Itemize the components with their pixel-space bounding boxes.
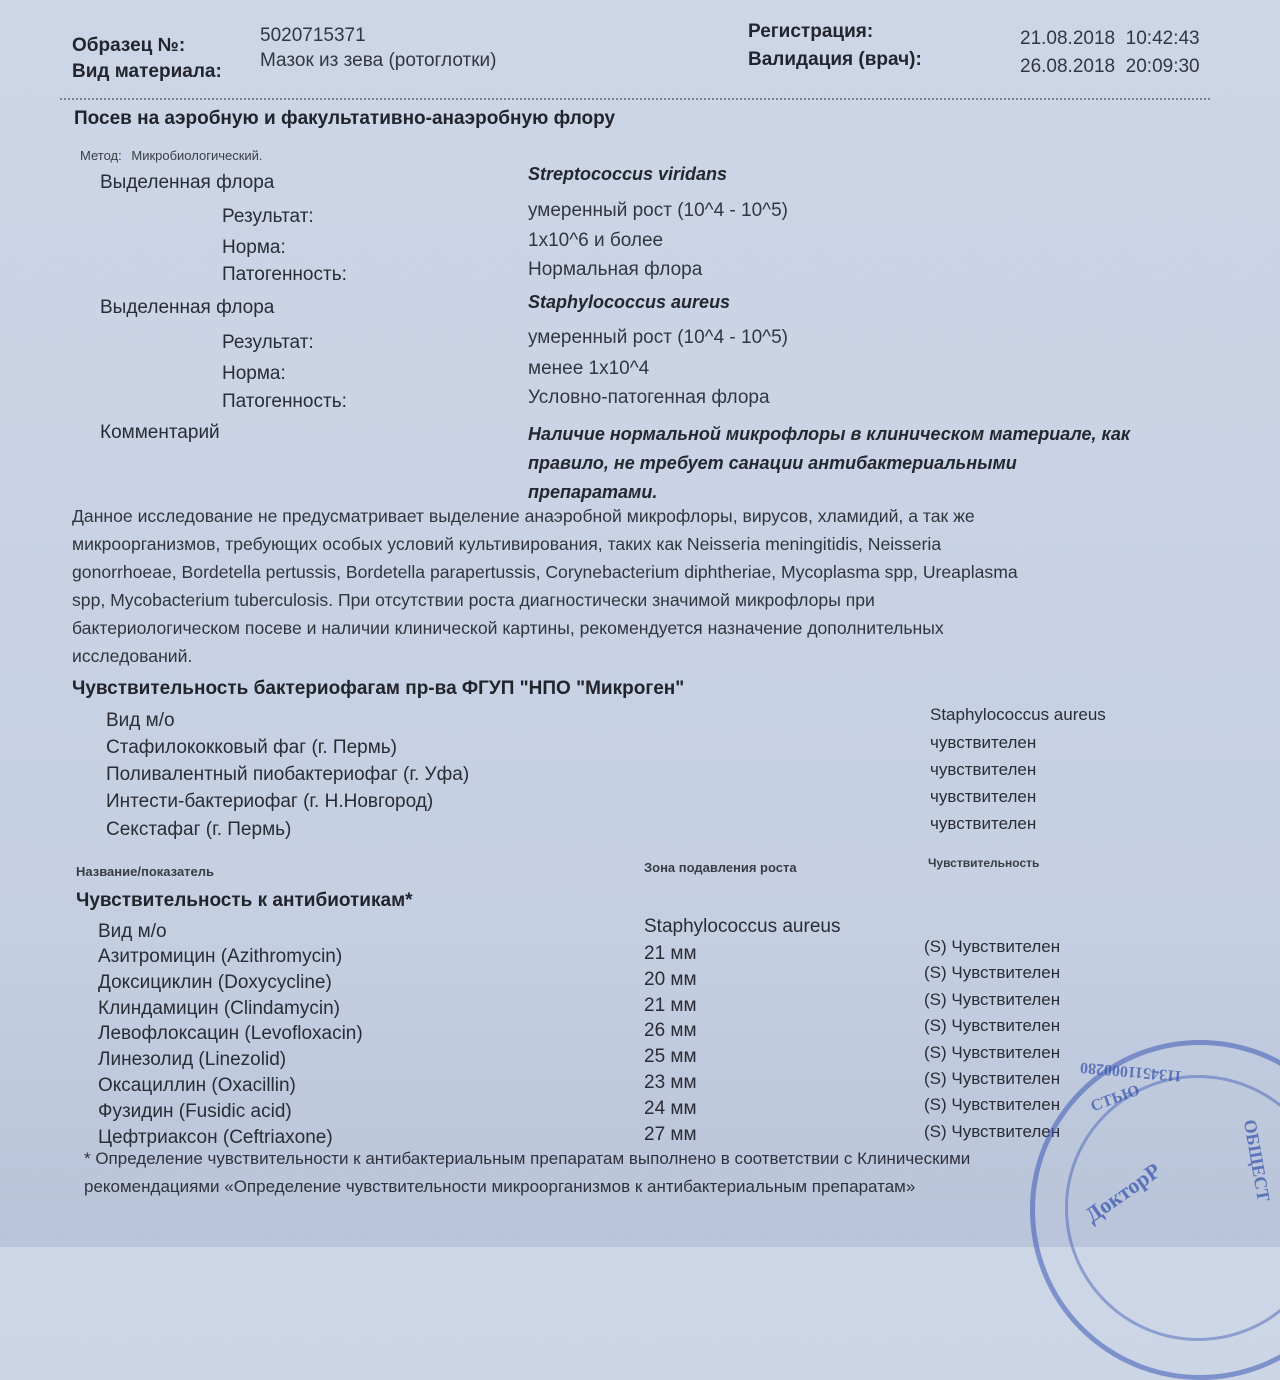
antibiotic-sensitivity: (S) Чувствителен [924, 1042, 1061, 1062]
antibiotic-name: Фузидин (Fusidic acid) [98, 1100, 292, 1122]
disclaimer-paragraph [72, 502, 1202, 670]
phage-row-name: Секстафаг (г. Пермь) [106, 819, 292, 840]
stamp-text-bottom: СТЬЮ [1088, 1081, 1143, 1116]
antibiotic-zone: 26 мм [644, 1020, 697, 1042]
validation-label: Валидация (врач): [748, 49, 922, 70]
result-value-2: умеренный рост (10^4 - 10^5) [528, 327, 788, 348]
antibiotic-zone: 21 мм [644, 994, 697, 1016]
col-name-header: Название/показатель [76, 864, 215, 879]
path-label-1: Патогенность: [222, 264, 347, 285]
comment-label: Комментарий [100, 422, 220, 443]
disclaimer-line: spp, Mycobacterium tuberculosis. При отсутствии роста диагностически значимой микрофлоры при [72, 590, 875, 610]
antibiotic-zone: 21 мм [644, 943, 697, 964]
antibiotics-title: Чувствительность к антибиотикам* [76, 890, 413, 911]
stamp-text-top: 1134511000280 [1079, 1058, 1183, 1085]
disclaimer-line: бактериологическом посеве и наличии клинической картины, рекомендуется назначение дополнительных [72, 618, 944, 638]
registration-label: Регистрация: [748, 21, 874, 42]
path-label-2: Патогенность: [222, 391, 347, 412]
antibiotic-sensitivity: (S) Чувствителен [924, 989, 1061, 1009]
flora-label-1: Выделенная флора [100, 172, 275, 193]
comment-line: правило, не требует санации антибактериальными [528, 453, 1017, 473]
col-zone-header: Зона подавления роста [644, 860, 797, 875]
antibiotic-name: Левофлоксацин (Levofloxacin) [98, 1023, 363, 1045]
norm-value-2: менее 1х10^4 [528, 358, 650, 379]
phage-row-name: Интести-бактериофаг (г. Н.Новгород) [106, 791, 434, 812]
antibiotic-sensitivity: (S) Чувствителен [924, 1095, 1061, 1115]
sample-label: Образец №: [72, 35, 186, 56]
antibiotic-zone: 27 мм [644, 1123, 697, 1145]
validation-value: 26.08.2018 20:09:30 [1020, 56, 1200, 77]
stamp-text-right: ОБЩЕСТ [1239, 1117, 1274, 1203]
registration-value: 21.08.2018 10:42:43 [1020, 28, 1200, 49]
phage-row-name: Поливалентный пиобактериофаг (г. Уфа) [106, 764, 470, 785]
disclaimer-line: gonorrhoeae, Bordetella pertussis, Bordetella parapertussis, Corynebacterium diphtheriae, Mycoplasma spp, Ureaplasma [72, 562, 1018, 582]
organism-1: Streptococcus viridans [528, 164, 728, 184]
result-label-1: Результат: [222, 206, 314, 227]
antibiotic-name: Линезолид (Linezolid) [98, 1049, 287, 1071]
comment-text [528, 420, 1130, 507]
antibiotic-sensitivity: (S) Чувствителен [924, 1069, 1061, 1088]
phage-row-result: чувствителен [930, 787, 1037, 806]
antibiotic-zone: 25 мм [644, 1046, 697, 1068]
result-label-2: Результат: [222, 332, 314, 353]
footnote [84, 1145, 970, 1201]
antibiotic-name: Доксициклин (Doxycycline) [98, 971, 332, 993]
path-value-1: Нормальная флора [528, 259, 703, 280]
footnote-line: рекомендациями «Определение чувствительности микроорганизмов к антибактериальным препаратам» [84, 1177, 916, 1196]
comment-line: препаратами. [528, 482, 658, 502]
phage-row-name: Стафилококковый фаг (г. Пермь) [106, 737, 398, 758]
sample-value: 5020715371 [260, 25, 366, 46]
norm-label-2: Норма: [222, 363, 286, 384]
antibiotics-species-label: Вид м/о [98, 921, 167, 942]
comment-line: Наличие нормальной микрофлоры в клиническом материале, как [528, 424, 1130, 444]
antibiotic-name: Азитромицин (Azithromycin) [98, 946, 343, 967]
antibiotics-species-value: Staphylococcus aureus [644, 916, 841, 937]
stamp-text-mid: ДокторР [1080, 1157, 1166, 1228]
phage-species-value: Staphylococcus aureus [930, 705, 1106, 724]
antibiotic-name: Оксациллин (Oxacillin) [98, 1075, 296, 1096]
path-value-2: Условно-патогенная флора [528, 387, 770, 408]
antibiotic-zone: 24 мм [644, 1097, 697, 1119]
antibiotic-sensitivity: (S) Чувствителен [924, 963, 1061, 983]
material-value: Мазок из зева (ротоглотки) [260, 50, 497, 71]
method-value: Микробиологический. [131, 148, 263, 163]
phage-row-result: чувствителен [930, 814, 1037, 833]
disclaimer-line: Данное исследование не предусматривает выделение анаэробной микрофлоры, вирусов, хламидий, а так же [72, 506, 975, 526]
norm-value-1: 1х10^6 и более [528, 230, 664, 251]
col-sens-header: Чувствительность [928, 856, 1040, 870]
phage-species-label: Вид м/о [106, 710, 175, 731]
antibiotic-name: Клиндамицин (Clindamycin) [98, 997, 340, 1019]
antibiotic-name: Цефтриаксон (Ceftriaxone) [98, 1126, 333, 1148]
result-value-1: умеренный рост (10^4 - 10^5) [528, 200, 788, 221]
antibiotic-sensitivity: (S) Чувствителен [924, 1121, 1061, 1141]
antibiotic-sensitivity: (S) Чувствителен [924, 937, 1061, 956]
antibiotic-zone: 23 мм [644, 1072, 697, 1093]
disclaimer-line: микроорганизмов, требующих особых условий культивирования, таких как Neisseria meningitidis, Neisseria [72, 534, 942, 554]
culture-title: Посев на аэробную и факультативно-анаэробную флору [74, 108, 616, 129]
phage-row-result: чувствителен [930, 733, 1037, 752]
footnote-line: * Определение чувствительности к антибактериальным препаратам выполнено в соответствии с Клиническими [84, 1149, 971, 1168]
norm-label-1: Норма: [222, 237, 286, 258]
flora-label-2: Выделенная флора [100, 297, 275, 318]
phage-title: Чувствительность бактериофагам пр-ва ФГУП "НПО "Микроген" [72, 678, 685, 699]
antibiotic-zone: 20 мм [644, 968, 697, 990]
antibiotic-sensitivity: (S) Чувствителен [924, 1016, 1061, 1036]
organism-2: Staphylococcus aureus [528, 292, 731, 312]
phage-row-result: чувствителен [930, 760, 1037, 779]
method-row [80, 148, 263, 163]
header-divider [60, 98, 1210, 100]
method-label: Метод: [80, 148, 122, 163]
disclaimer-line: исследований. [72, 646, 193, 666]
material-label: Вид материала: [72, 61, 222, 82]
